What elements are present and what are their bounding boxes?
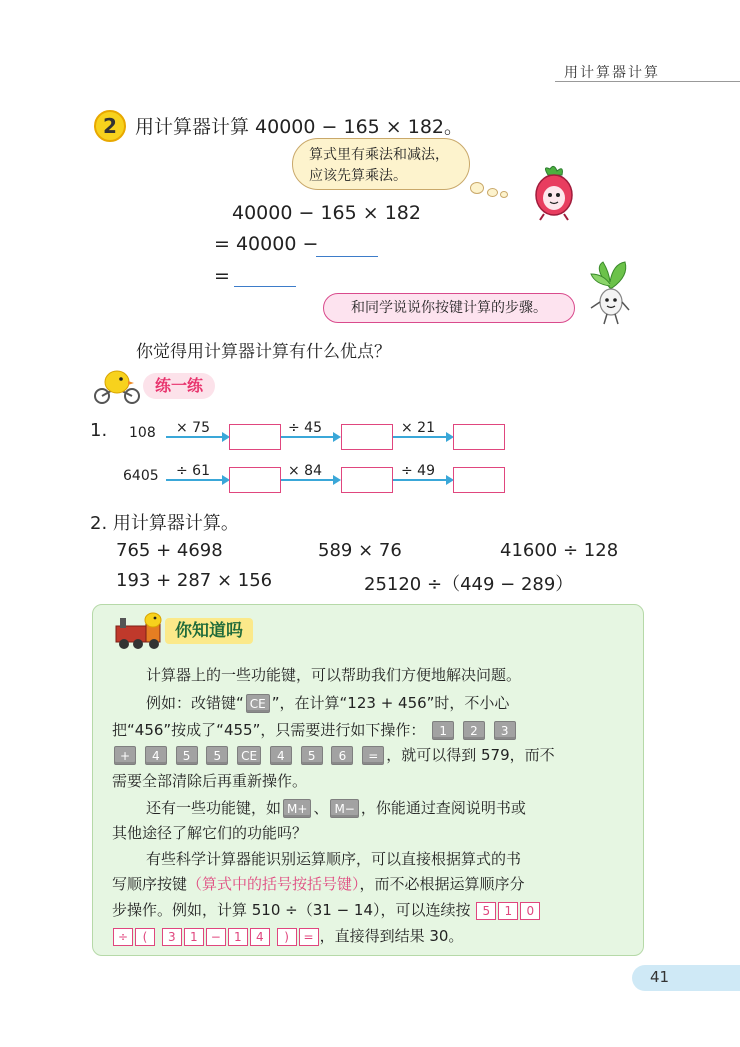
flow-operation: × 21 [401,420,435,436]
calculator-key-icon: 1 [498,902,518,920]
discussion-question: 你觉得用计算器计算有什么优点？ [136,342,391,362]
flow-arrow [166,436,228,438]
thought-line-1: 算式里有乘法和减法， [309,147,449,163]
calculator-key-icon: ( [135,928,155,946]
flow-operation: × 84 [288,463,322,479]
calculator-key-icon: 4 [145,746,167,765]
problem-item: 589 × 76 [318,540,402,561]
example-title: 用计算器计算 40000 − 165 × 182。 [135,116,464,138]
know-text: ，你能通过查阅说明书或 [360,799,526,817]
calculator-key-icon: 5 [476,902,496,920]
problem-1-number: 1. [90,420,108,441]
calculator-key-icon: 5 [206,746,228,765]
know-highlight-text: （算式中的括号按括号键） [187,875,360,893]
running-header: 用计算器计算 [564,65,660,81]
example-number-badge: 2 [94,110,126,142]
page-number: 41 [650,968,670,986]
calculator-key-icon: ÷ [113,928,133,946]
calculator-key-icon: 0 [520,902,540,920]
m-plus-key-icon: M+ [283,799,311,818]
problem-2-title: 2. 用计算器计算。 [90,513,239,534]
know-text: 写顺序按键 [112,875,188,893]
thought-line-2: 应该先算乘法。 [309,168,407,184]
know-text: 步操作。例如，计算 510 ÷（31 − 14），可以连续按 [112,901,471,919]
calculator-key-icon: 1 [228,928,248,946]
sprout-character-icon [585,258,635,328]
problem-item: 41600 ÷ 128 [500,540,619,561]
thought-dot [487,188,498,197]
header-rule [555,81,740,82]
calculator-key-icon: 1 [184,928,204,946]
know-text: ，直接得到结果 30。 [319,927,464,945]
answer-blank [234,286,296,287]
problem-item: 193 + 287 × 156 [116,570,273,591]
know-text: ”，在计算“123 + 456”时，不小心 [271,694,510,712]
know-text-line [146,797,526,818]
flow-operation: ÷ 45 [288,420,322,436]
flow-answer-box[interactable] [229,467,281,493]
calculator-key-icon: 3 [162,928,182,946]
flow-arrow [166,479,228,481]
flow-answer-box[interactable] [341,424,393,450]
calculator-key-icon: 2 [463,721,485,740]
calculator-key-icon: 6 [331,746,353,765]
know-text: ，就可以得到 579，而不 [386,746,555,764]
flow-arrow [393,436,452,438]
problem-item: 25120 ÷（449 − 289） [364,574,574,595]
flow-start-value: 108 [129,425,156,441]
problem-item: 765 + 4698 [116,540,223,561]
radish-character-icon [530,165,578,221]
flow-operation: ÷ 49 [401,463,435,479]
practice-section-label: 练一练 [143,373,215,399]
equals-key-icon: = [362,746,384,765]
flow-arrow [281,479,339,481]
know-text-line [146,692,509,713]
know-text: 把“456”按成了“455”，只需要进行如下操作： [112,721,426,739]
calculator-key-icon: 5 [176,746,198,765]
answer-blank [316,256,378,257]
calculator-key-icon: 4 [270,746,292,765]
calculator-key-icon: ) [277,928,297,946]
flow-answer-box[interactable] [453,424,505,450]
thought-dot [500,191,508,198]
calculator-key-icon: 4 [250,928,270,946]
know-text: 例如：改错键“ [146,694,244,712]
flow-answer-box[interactable] [229,424,281,450]
thought-cloud [292,138,470,190]
calculator-key-icon: + [114,746,136,765]
calc-step-1: 40000 − 165 × 182 [232,202,421,224]
flow-operation: × 75 [176,420,210,436]
flow-operation: ÷ 61 [176,463,210,479]
train-chick-icon [112,612,167,650]
calc-step-3: = [214,265,230,287]
calculator-key-icon: 5 [301,746,323,765]
flow-answer-box[interactable] [453,467,505,493]
ce-key-icon: CE [246,694,270,713]
hint-speech-bubble: 和同学说说你按键计算的步骤。 [323,293,575,323]
know-text-line: 计算器上的一些功能键，可以帮助我们方便地解决问题。 [146,666,522,684]
did-you-know-label: 你知道吗 [165,618,253,644]
calculator-key-icon: 1 [432,721,454,740]
equals-key-icon: = [299,928,319,946]
ce-key-icon: CE [237,746,261,765]
know-text-line [112,719,518,740]
know-text-line: 有些科学计算器能识别运算顺序，可以直接根据算式的书 [146,850,522,868]
page-number-tab [632,965,740,991]
thought-dot [470,182,484,194]
know-text-line: 其他途径了解它们的功能吗？ [112,824,308,842]
know-text: 还有一些功能键，如 [146,799,282,817]
m-minus-key-icon: M− [330,799,358,818]
flow-arrow [281,436,339,438]
calc-step-2: = 40000 − [214,233,319,255]
know-text-line [112,925,463,946]
calculator-key-icon: − [206,928,226,946]
flow-arrow [393,479,452,481]
flow-answer-box[interactable] [341,467,393,493]
flow-start-value: 6405 [123,468,159,484]
calculator-key-icon: 3 [494,721,516,740]
chick-on-bike-icon [90,368,142,404]
know-text: 、 [313,799,329,817]
know-text-line: 需要全部清除后再重新操作。 [112,772,308,790]
know-text-line [112,873,525,894]
know-text: ，而不必根据运算顺序分 [359,875,525,893]
know-text-line [112,744,555,765]
know-text-line [112,899,541,920]
